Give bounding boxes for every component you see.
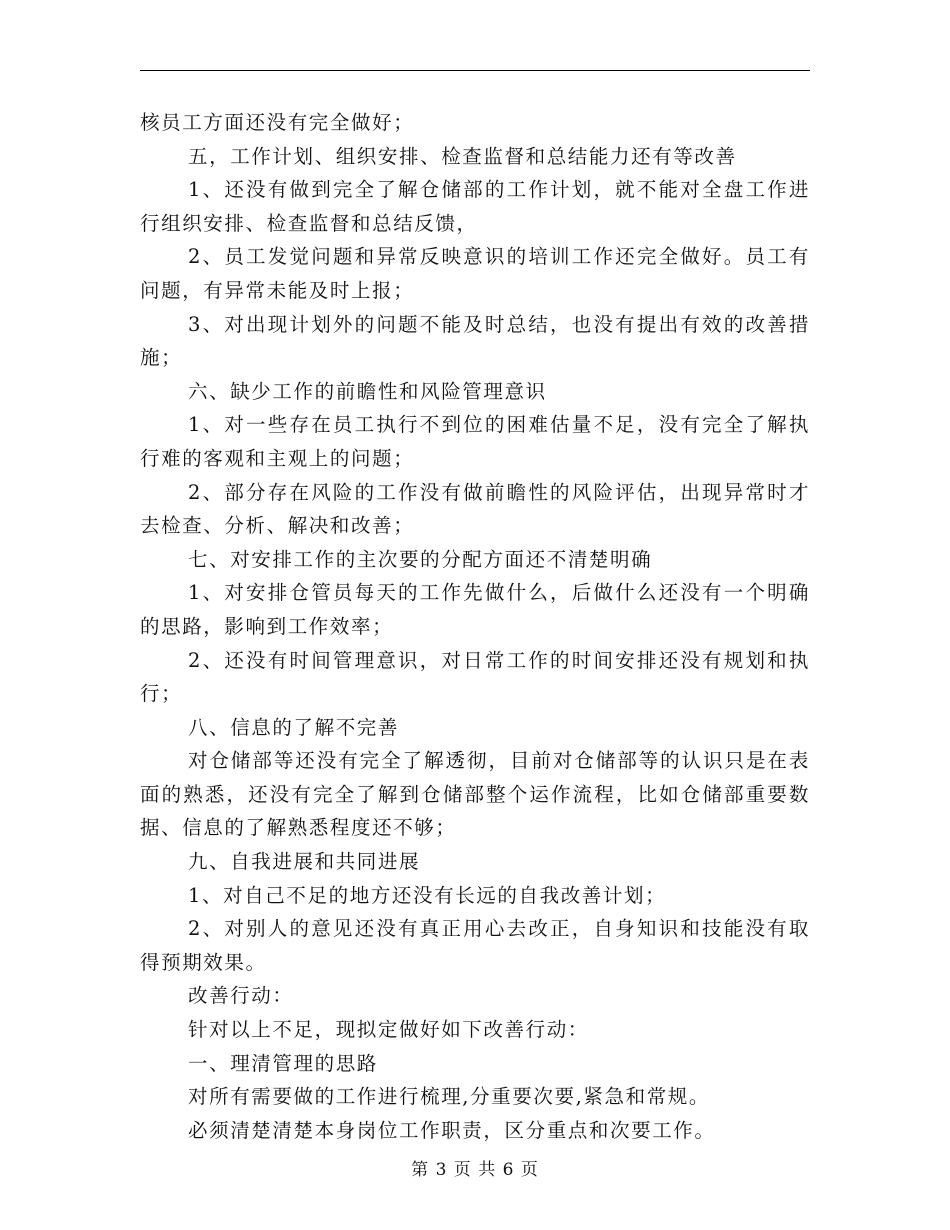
paragraph: 针对以上不足，现拟定做好如下改善行动： (188, 1018, 589, 1042)
paragraph: 对所有需要做的工作进行梳理,分重要次要,紧急和常规。 (188, 1085, 710, 1109)
paragraph: 2、员工发觉问题和异常反映意识的培训工作还完全做好。员工有问题，有异常未能及时上报； (140, 245, 810, 302)
paragraph: 2、对别人的意见还没有真正用心去改正，自身知识和技能没有取得预期效果。 (140, 917, 810, 974)
section-heading: 八、信息的了解不完善 (188, 715, 400, 739)
paragraph: 必须清楚清楚本身岗位工作职责，区分重点和次要工作。 (188, 1118, 716, 1142)
section-heading: 六、缺少工作的前瞻性和风险管理意识 (188, 379, 547, 403)
section-heading: 五，工作计划、组织安排、检查监督和总结能力还有等改善 (188, 144, 737, 168)
paragraph: 1、还没有做到完全了解仓储部的工作计划，就不能对全盘工作进行组织安排、检查监督和总结反馈， (140, 178, 810, 235)
paragraph: 2、部分存在风险的工作没有做前瞻性的风险评估，出现异常时才去检查、分析、解决和改善； (140, 480, 810, 538)
section-heading: 一、理清管理的思路 (188, 1051, 378, 1075)
paragraph: 1、对安排仓管员每天的工作先做什么，后做什么还没有一个明确的思路，影响到工作效率； (140, 581, 810, 638)
paragraph: 2、还没有时间管理意识，对日常工作的时间安排还没有规划和执行； (140, 648, 810, 706)
header-rule (140, 70, 810, 71)
paragraph: 1、对一些存在员工执行不到位的困难估量不足，没有完全了解执行难的客观和主观上的问题； (140, 413, 810, 470)
document-body (140, 106, 810, 1147)
page-number-footer: 第 3 页 共 6 页 (411, 1160, 539, 1180)
paragraph: 1、对自己不足的地方还没有长远的自我改善计划； (188, 883, 667, 907)
section-heading: 九、自我进展和共同进展 (188, 850, 421, 874)
paragraph: 3、对出现计划外的问题不能及时总结，也没有提出有效的改善措施； (140, 312, 810, 370)
section-heading: 七、对安排工作的主次要的分配方面还不清楚明确 (188, 547, 653, 571)
paragraph: 对仓储部等还没有完全了解透彻，目前对仓储部等的认识只是在表面的熟悉，还没有完全了解到仓储部整个运作流程，比如仓储部重要数据、信息的了解熟悉程度还不够； (140, 749, 810, 840)
paragraph: 核员工方面还没有完全做好； (140, 111, 415, 134)
section-heading: 改善行动： (188, 984, 294, 1008)
